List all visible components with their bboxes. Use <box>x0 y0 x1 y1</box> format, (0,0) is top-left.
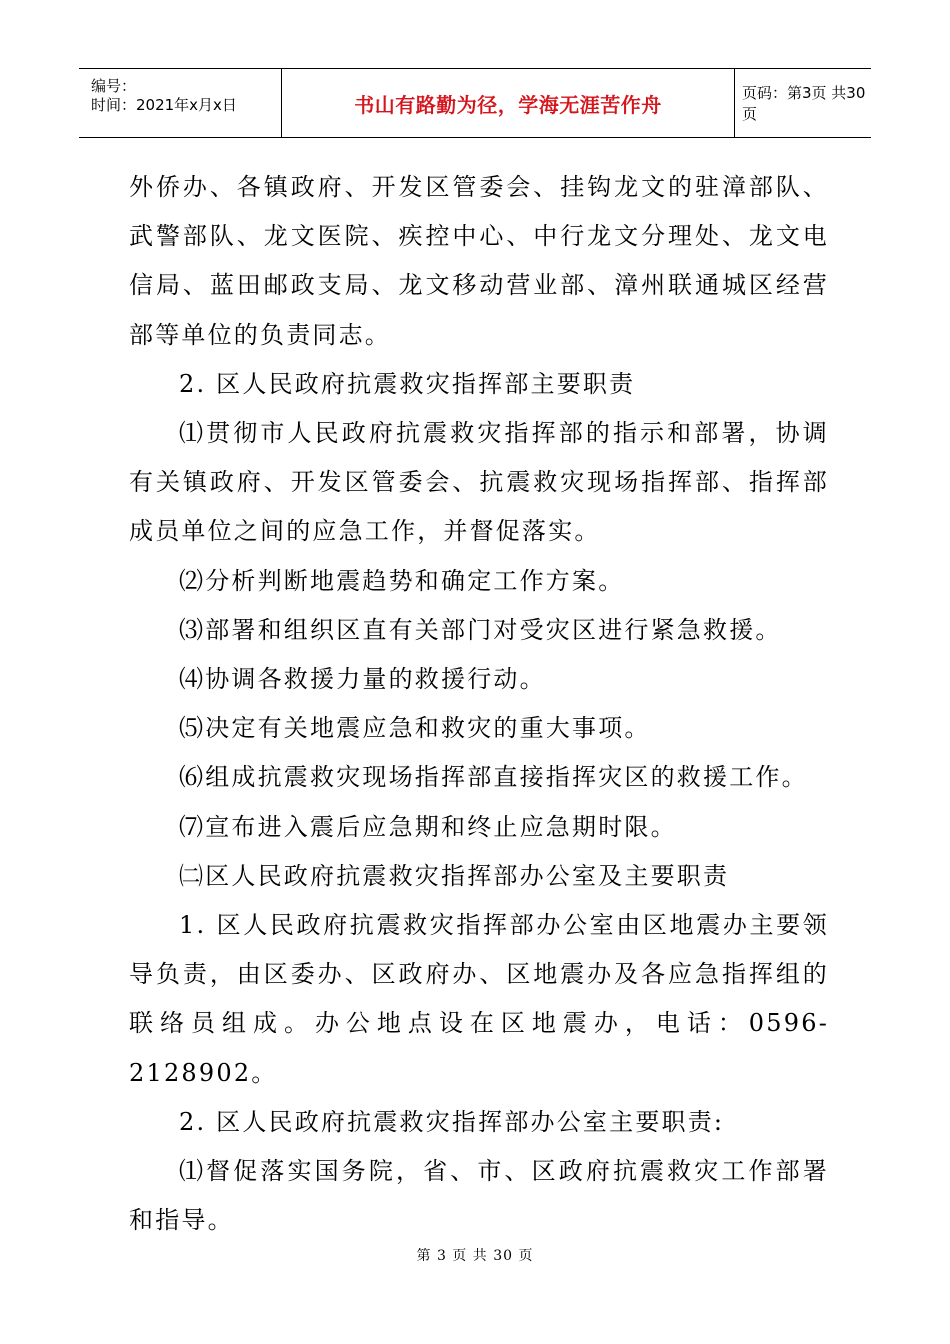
section-heading-duties: 2. 区人民政府抗震救灾指挥部主要职责 <box>179 369 636 398</box>
list-item: ⑺宣布进入震后应急期和终止应急期时限。 <box>179 812 677 841</box>
page-footer: 第 3 页 共 30 页 <box>416 1248 534 1264</box>
header-motto: 书山有路勤为径，学海无涯苦作舟 <box>281 69 735 137</box>
list-item: ⑴督促落实国务院，省、市、区政府抗震救灾工作部署和指导。 <box>129 1157 829 1235</box>
list-item: ⑴贯彻市人民政府抗震救灾指挥部的指示和部署，协调有关镇政府、开发区管委会、抗震救灾现场指挥部、指挥部成员单位之间的应急工作，并督促落实。 <box>129 419 829 546</box>
paragraph-units-list: 外侨办、各镇政府、开发区管委会、挂钩龙文的驻漳部队、武警部队、龙文医院、疾控中心、中行龙文分理处、龙文电信局、蓝田邮政支局、龙文移动营业部、漳州联通城区经营部等单位的负责同志。 <box>129 173 829 349</box>
list-item: ⑵分析判断地震趋势和确定工作方案。 <box>179 566 625 595</box>
list-item: ⑶部署和组织区直有关部门对受灾区进行紧急救援。 <box>179 615 782 644</box>
paragraph-office-composition: 1. 区人民政府抗震救灾指挥部办公室由区地震办主要领导负责，由区委办、区政府办、区地震办及各应急指挥组的联络员组成。办公地点设在区地震办，电话：0596-2128902。 <box>129 911 829 1087</box>
document-time-label: 时间：2021年x月x日 <box>91 96 237 114</box>
list-item: ⑷协调各救援力量的救援行动。 <box>179 665 546 694</box>
list-item: ⑸决定有关地震应急和救灾的重大事项。 <box>179 714 651 743</box>
section-heading-office-duties: 2. 区人民政府抗震救灾指挥部办公室主要职责: <box>179 1107 725 1136</box>
document-body <box>129 163 829 1245</box>
header-meta <box>79 69 281 137</box>
section-heading-office: ㈡区人民政府抗震救灾指挥部办公室及主要职责 <box>179 861 730 890</box>
page-header <box>79 68 871 138</box>
document-number-label: 编号： <box>91 77 137 95</box>
list-item: ⑹组成抗震救灾现场指挥部直接指挥灾区的救援工作。 <box>179 763 808 792</box>
header-page-info: 页码：第3页 共30页 <box>742 84 866 123</box>
